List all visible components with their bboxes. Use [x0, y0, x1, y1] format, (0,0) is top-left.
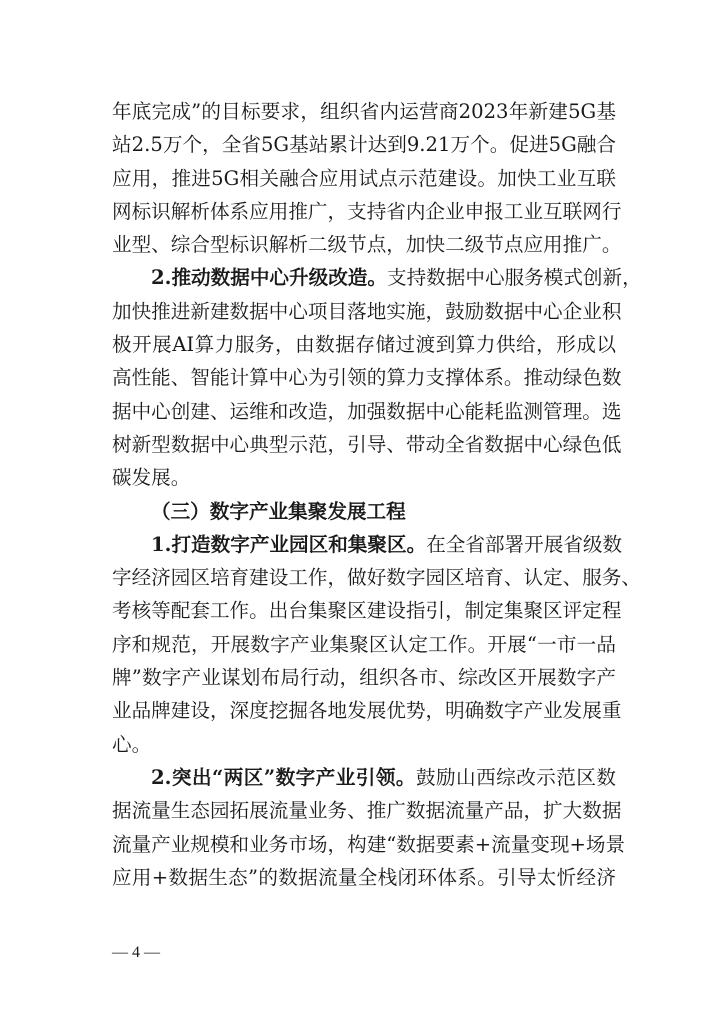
paragraph-lead: 1.打造数字产业园区和集聚区。: [151, 532, 427, 556]
paragraph-first-line: [112, 261, 642, 294]
text-line: 据中心创建、运维和改造，加强数据中心能耗监测管理。选: [112, 399, 622, 423]
paragraph-first-line: [112, 761, 616, 794]
text-line: 应用，推进5G相关融合应用试点示范建设。加快工业互联: [112, 166, 616, 190]
text-line: 加快推进新建数据中心项目落地实施，鼓励数据中心企业积: [112, 299, 622, 323]
section-heading: （三）数字产业集聚发展工程: [151, 499, 406, 523]
paragraph-lead: 2.突出“两区”数字产业引领。: [151, 765, 416, 789]
text-line: 业品牌建设，深度挖掘各地发展优势，明确数字产业发展重: [112, 699, 622, 723]
text-line: 碳发展。: [112, 466, 191, 490]
document-body: [112, 95, 642, 894]
page-number: — 4 —: [112, 944, 160, 961]
text-line: 网标识解析体系应用推广，支持省内企业申报工业互联网行: [112, 199, 622, 223]
paragraph-first-line: [112, 528, 623, 561]
text-line: 考核等配套工作。出台集聚区建设指引，制定集聚区评定程: [112, 599, 622, 623]
text-line: 极开展AI算力服务，由数据存储过渡到算力供给，形成以: [112, 333, 616, 357]
text-line: 据流量生态园拓展流量业务、推广数据流量产品，扩大数据: [112, 799, 622, 823]
text-line: 流量产业规模和业务市场，构建“数据要素+流量变现+场景: [112, 832, 626, 856]
text-line: 站2.5万个，全省5G基站累计达到9.21万个。促进5G融合: [112, 133, 616, 157]
text-line: 年底完成”的目标要求，组织省内运营商2023年新建5G基: [112, 100, 616, 123]
text-line: 心。: [112, 732, 152, 756]
text-span: 支持数据中心服务模式创新，: [387, 266, 642, 290]
text-line: 高性能、智能计算中心为引领的算力支撑体系。推动绿色数: [112, 366, 622, 390]
text-line: 牌”数字产业谋划布局行动，组织各市、综改区开展数字产: [112, 666, 616, 690]
text-line: 树新型数据中心典型示范，引导、带动全省数据中心绿色低: [112, 432, 622, 456]
text-span: 鼓励山西综改示范区数: [415, 765, 616, 789]
text-line: 应用+数据生态”的数据流量全栈闭环体系。引导太忻经济: [112, 865, 616, 889]
text-line: 业型、综合型标识解析二级节点，加快二级节点应用推广。: [112, 233, 622, 257]
text-line: 字经济园区培育建设工作，做好数字园区培育、认定、服务、: [112, 566, 642, 590]
paragraph-lead: 2.推动数据中心升级改造。: [151, 266, 387, 290]
text-line: 序和规范，开展数字产业集聚区认定工作。开展“一市一品: [112, 632, 616, 656]
text-span: 在全省部署开展省级数: [426, 532, 623, 556]
